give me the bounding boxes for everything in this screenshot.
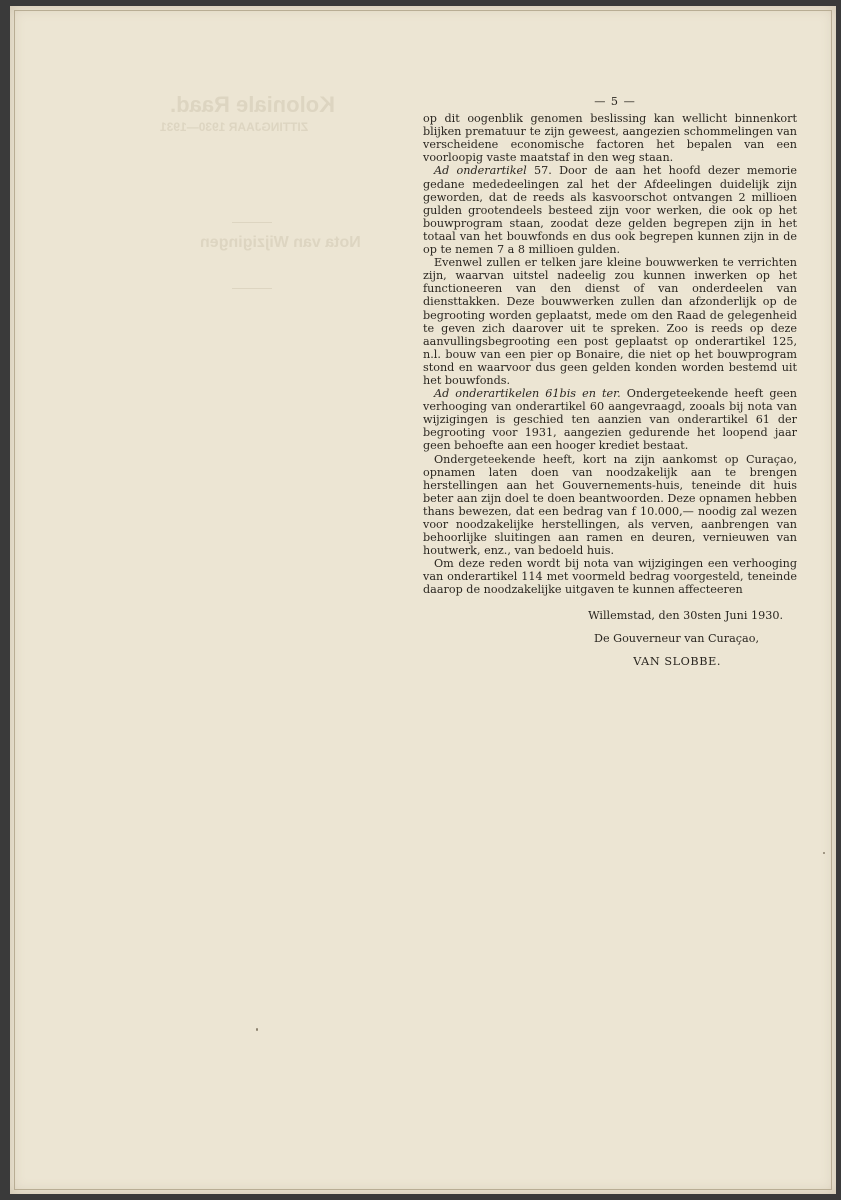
page-number: — 5 — bbox=[594, 95, 636, 108]
paragraph-text: 57. Door de aan het hoofd dezer memorie gedane mededeelingen zal het der Afdeelingen duidelijk zijn geworden, dat de reeds als kasvoorschot ontvangen 2 millioen gulden grootendeels besteed zijn voor werken, die ook op het bouwprogram staan, zoodat deze gelden begrepen zijn in het totaal van het bouwfonds en dus ook begrepen kunnen zijn in de op te nemen 7 a 8 millioen gulden. bbox=[423, 164, 797, 257]
paragraph-text: Ondergeteekende heeft geen verhooging van onderartikel 60 aangevraagd, zooals bij nota van wijzigingen is geschied ten aanzien van onderartikel 61 der begrooting voor 1931, aangezien gedurende het loopend jaar geen behoefte aan een hooger krediet bestaat. bbox=[423, 387, 798, 453]
paragraph-onderartikelen-61 bbox=[423, 387, 797, 452]
paragraph-text: op dit oogenblik genomen beslissing kan wellicht binnenkort blijken prematuur te zijn geweest, aangezien schommelingen van verscheidene economische factoren het bepalen van een voorloopig vaste maatstaf in den weg staan. bbox=[423, 112, 797, 165]
signature-place-date: Willemstad, den 30sten Juni 1930. bbox=[588, 608, 783, 622]
body-column bbox=[423, 95, 797, 668]
paragraph-lead: Ad onderartikel bbox=[434, 164, 527, 178]
bleed-through-rule bbox=[232, 288, 272, 289]
paper-speck bbox=[823, 852, 825, 854]
paragraph-text: Evenwel zullen er telken jare kleine bouwwerken te verrichten zijn, waarvan uitstel nadeelig zou kunnen inwerken op het functioneeren van den dienst of van onderdeelen van diensttakken. Deze bouwwerken zullen dan afzonderlijk op de begrooting worden geplaatst, mede om den Raad de gelegenheid te geven zich daarover uit te spreken. Zoo is reeds op deze aanvullingsbegrooting een post geplaatst op onderartikel 125, n.l. bouw van een pier op Bonaire, die niet op het bouwprogram stond en waarvoor dus geen gelden konden worden bestemd uit het bouwfonds. bbox=[423, 256, 797, 387]
signature-name: VAN SLOBBE. bbox=[633, 654, 721, 668]
bleed-through-heading: Nota van Wijzigingen bbox=[200, 234, 361, 251]
bleed-through-subtitle: ZITTINGJAAR 1930—1931 bbox=[160, 120, 309, 134]
document-page bbox=[10, 6, 836, 1194]
paragraph-continuation bbox=[423, 112, 797, 164]
paragraph-text: Om deze reden wordt bij nota van wijzigingen een verhooging van onderartikel 114 met voormeld bedrag voorgesteld, teneinde daarop de noodzakelijke uitgaven te kunnen affecteeren bbox=[423, 557, 797, 597]
paragraph-onderartikel-57 bbox=[423, 164, 797, 256]
signature-office: De Gouverneur van Curaçao, bbox=[593, 631, 759, 645]
paragraph-bouwwerken bbox=[423, 256, 797, 387]
paragraph-lead: Ad onderartikelen 61bis en ter. bbox=[434, 387, 621, 401]
paragraph-gouvernementshuis bbox=[423, 453, 797, 558]
paragraph-onderartikel-114 bbox=[423, 557, 797, 596]
paper-speck bbox=[256, 1028, 258, 1031]
paragraph-text: Ondergeteekende heeft, kort na zijn aankomst op Curaçao, opnamen laten doen van noodzakelijk aan te brengen herstellingen aan het Gouvernements-huis, teneinde dit huis beter aan zijn doel te doen beantwoorden. Deze opnamen hebben thans bewezen, dat een bedrag van f 10.000,— noodig zal wezen voor noodzakelijke herstellingen, als verven, aanbrengen van behoorlijke sluitingen aan ramen en deuren, vernieuwen van houtwerk, enz., van bedoeld huis. bbox=[423, 452, 797, 558]
bleed-through-rule bbox=[232, 222, 272, 223]
bleed-through-title: Koloniale Raad. bbox=[170, 92, 336, 117]
